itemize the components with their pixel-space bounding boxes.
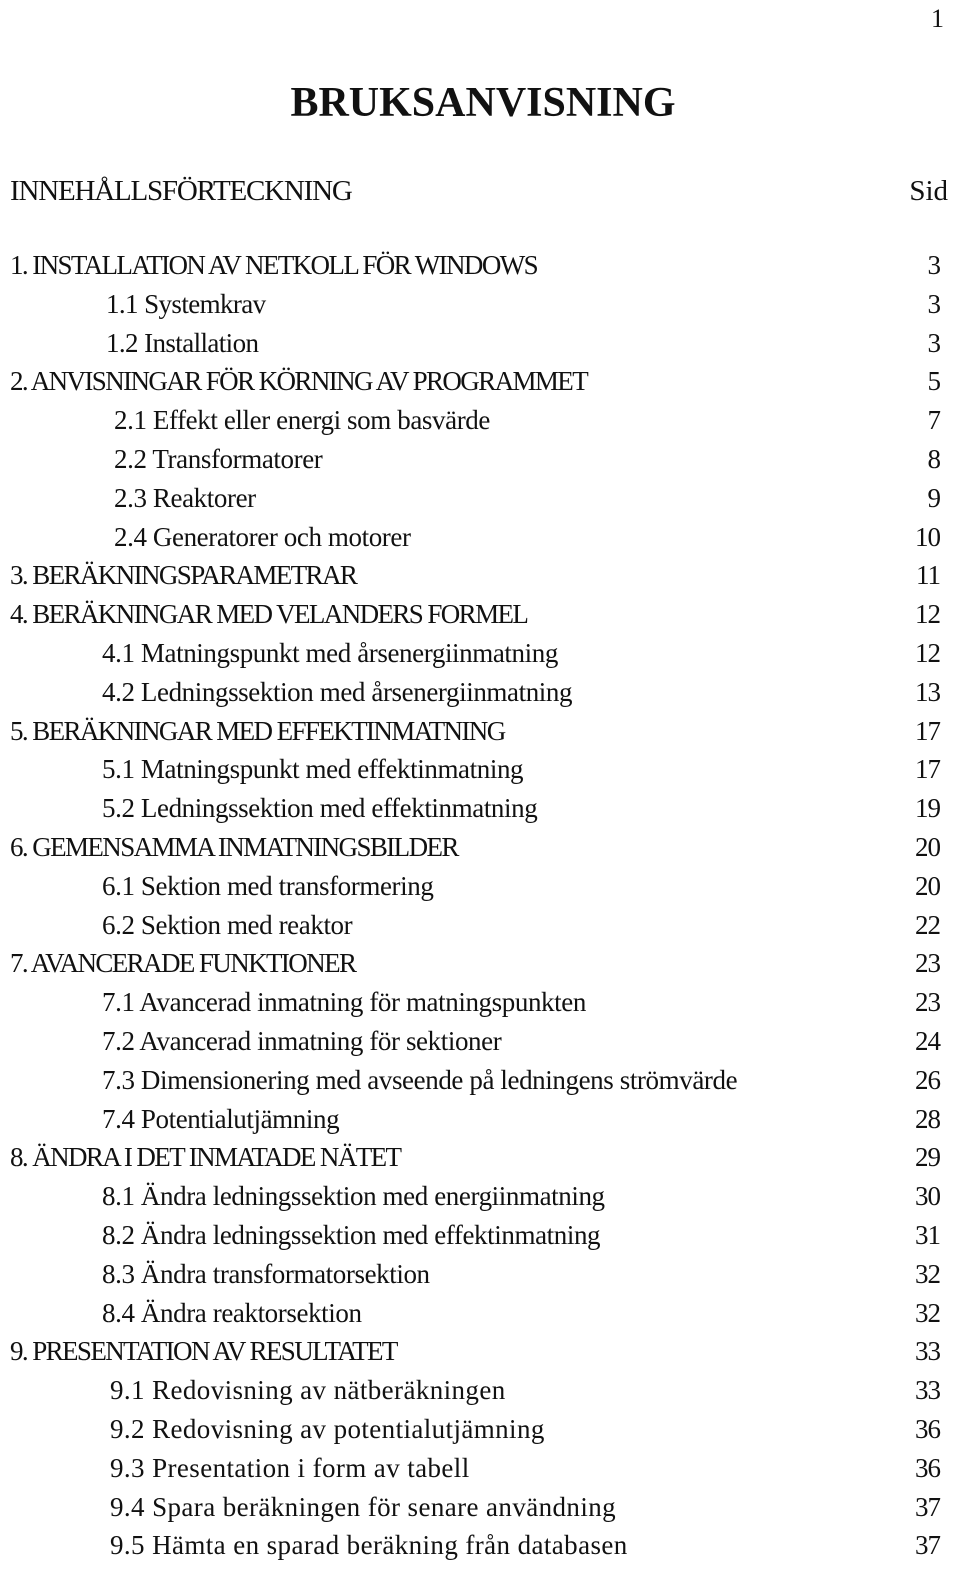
toc-entry-title: 6. GEMENSAMMA INMATNINGSBILDER [10,831,458,862]
toc-subsection-row [10,1177,940,1216]
toc-entry-page: 9 [927,482,940,513]
toc-subsection-row [10,1526,940,1565]
toc-entry-title: 7.3 Dimensionering med avseende på ledningens strömvärde [102,1064,738,1095]
toc-subsection-row [10,906,940,945]
toc-entry-title: 4. BERÄKNINGAR MED VELANDERS FORMEL [10,599,528,630]
toc-section-row [10,362,940,401]
toc-section-row [10,1332,940,1371]
toc-entry-title: 1.2 Installation [106,327,259,358]
toc-entry-page: 22 [915,909,940,940]
toc-subsection-row [10,750,940,789]
toc-entry-title: 7.1 Avancerad inmatning för matningspunkten [102,987,586,1018]
toc-entry-page: 36 [915,1413,940,1444]
toc-header [10,172,948,210]
toc-subsection-row [10,867,940,906]
toc-subsection-row [10,1022,940,1061]
toc-entry-page: 33 [915,1375,940,1406]
toc-entry-title: 8.1 Ändra ledningssektion med energiinmatning [102,1181,605,1212]
toc-subsection-row [10,1100,940,1139]
toc-entry-title: 5. BERÄKNINGAR MED EFFEKTINMATNING [10,715,505,746]
toc-entry-title: 1. INSTALLATION AV NETKOLL FÖR WINDOWS [10,250,538,280]
toc-entry-title: 2. ANVISNINGAR FÖR KÖRNING AV PROGRAMMET [10,366,588,397]
toc-subsection-row [10,324,940,363]
toc-entry-page: 37 [915,1530,940,1561]
toc-entry-title: 4.1 Matningspunkt med årsenergiinmatning [102,637,558,668]
toc-entry-page: 23 [915,987,940,1018]
toc-entry-title: 9.1 Redovisning av nätberäkningen [110,1375,506,1406]
toc-entry-title: 5.1 Matningspunkt med effektinmatning [102,754,524,785]
toc-entry-page: 8 [927,443,940,474]
page-number: 1 [931,4,944,33]
toc-entry-title: 2.4 Generatorer och motorer [114,521,411,552]
toc-subsection-row [10,1449,940,1488]
toc-entry-title: 9. PRESENTATION AV RESULTATET [10,1336,397,1367]
toc-entry-title: 1.1 Systemkrav [106,288,266,319]
toc-entry-page: 33 [915,1336,940,1367]
toc-entry-page: 23 [915,948,940,979]
toc-entry-page: 3 [927,327,940,358]
toc-entry-title: 7. AVANCERADE FUNKTIONER [10,948,356,979]
toc-section-row [10,828,940,867]
toc-subsection-row [10,1255,940,1294]
toc-entry-title: 2.1 Effekt eller energi som basvärde [114,405,490,436]
toc-section-row [10,595,940,634]
toc-subsection-row [10,1216,940,1255]
toc-entry-title: 9.3 Presentation i form av tabell [110,1452,470,1483]
toc-entry-page: 32 [915,1297,940,1328]
toc-entry-title: 7.2 Avancerad inmatning för sektioner [102,1025,502,1056]
toc-entry-page: 37 [915,1491,940,1522]
toc-entry-page: 7 [927,405,940,436]
toc-entry-title: 4.2 Ledningssektion med årsenergiinmatning [102,676,573,707]
toc-entry-page: 17 [915,715,940,746]
toc-entry-title: 8.2 Ändra ledningssektion med effektinmatning [102,1219,601,1250]
toc-entry-page: 10 [915,521,940,552]
toc-entry-page: 12 [915,637,940,668]
toc-entry-title: 8.3 Ändra transformatorsektion [102,1258,430,1289]
toc-subsection-row [10,1410,940,1449]
toc-subsection-row [10,518,940,557]
toc-entry-page: 19 [915,793,940,824]
toc-entry-page: 24 [915,1025,940,1056]
toc-entry-page: 29 [915,1142,940,1173]
toc-subsection-row [10,440,940,479]
toc-entry-title: 6.2 Sektion med reaktor [102,909,353,940]
toc-subsection-row [10,1061,940,1100]
toc-section-row [10,1138,940,1177]
toc-subsection-row [10,789,940,828]
document-title: BRUKSANVISNING [290,80,676,126]
toc-entry-page: 26 [915,1064,940,1095]
toc-entry-title: 9.5 Hämta en sparad beräkning från databasen [110,1530,628,1561]
toc-entry-page: 32 [915,1258,940,1289]
toc-subsection-row [10,634,940,673]
toc-section-row [10,712,940,751]
toc-subsection-row [10,673,940,712]
toc-section-row [10,246,940,285]
table-of-contents [10,246,940,1565]
toc-subsection-row [10,401,940,440]
toc-entry-page: 36 [915,1452,940,1483]
page-column-label: Sid [909,175,948,207]
toc-entry-page: 17 [915,754,940,785]
toc-heading: INNEHÅLLSFÖRTECKNING [10,175,352,207]
toc-section-row [10,944,940,983]
toc-entry-page: 3 [927,288,940,319]
toc-entry-title: 3. BERÄKNINGSPARAMETRAR [10,560,357,591]
toc-subsection-row [10,479,940,518]
toc-entry-page: 3 [927,250,940,280]
toc-entry-title: 9.4 Spara beräkningen för senare användning [110,1491,617,1522]
toc-entry-title: 2.2 Transformatorer [114,443,323,474]
toc-subsection-row [10,1371,940,1410]
toc-entry-title: 8. ÄNDRA I DET INMATADE NÄTET [10,1142,401,1173]
toc-entry-title: 7.4 Potentialutjämning [102,1103,340,1134]
toc-entry-page: 30 [915,1181,940,1212]
toc-subsection-row [10,1488,940,1527]
toc-subsection-row [10,983,940,1022]
toc-section-row [10,556,940,595]
toc-entry-page: 12 [915,599,940,630]
toc-entry-page: 20 [915,870,940,901]
toc-entry-page: 20 [915,831,940,862]
toc-entry-title: 9.2 Redovisning av potentialutjämning [110,1413,545,1444]
toc-entry-title: 8.4 Ändra reaktorsektion [102,1297,362,1328]
toc-entry-title: 6.1 Sektion med transformering [102,870,434,901]
toc-entry-page: 11 [916,560,940,591]
toc-subsection-row [10,285,940,324]
toc-entry-page: 13 [915,676,940,707]
toc-entry-page: 28 [915,1103,940,1134]
toc-entry-title: 2.3 Reaktorer [114,482,256,513]
toc-entry-title: 5.2 Ledningssektion med effektinmatning [102,793,538,824]
toc-subsection-row [10,1294,940,1333]
toc-entry-page: 31 [915,1219,940,1250]
toc-entry-page: 5 [927,366,940,397]
